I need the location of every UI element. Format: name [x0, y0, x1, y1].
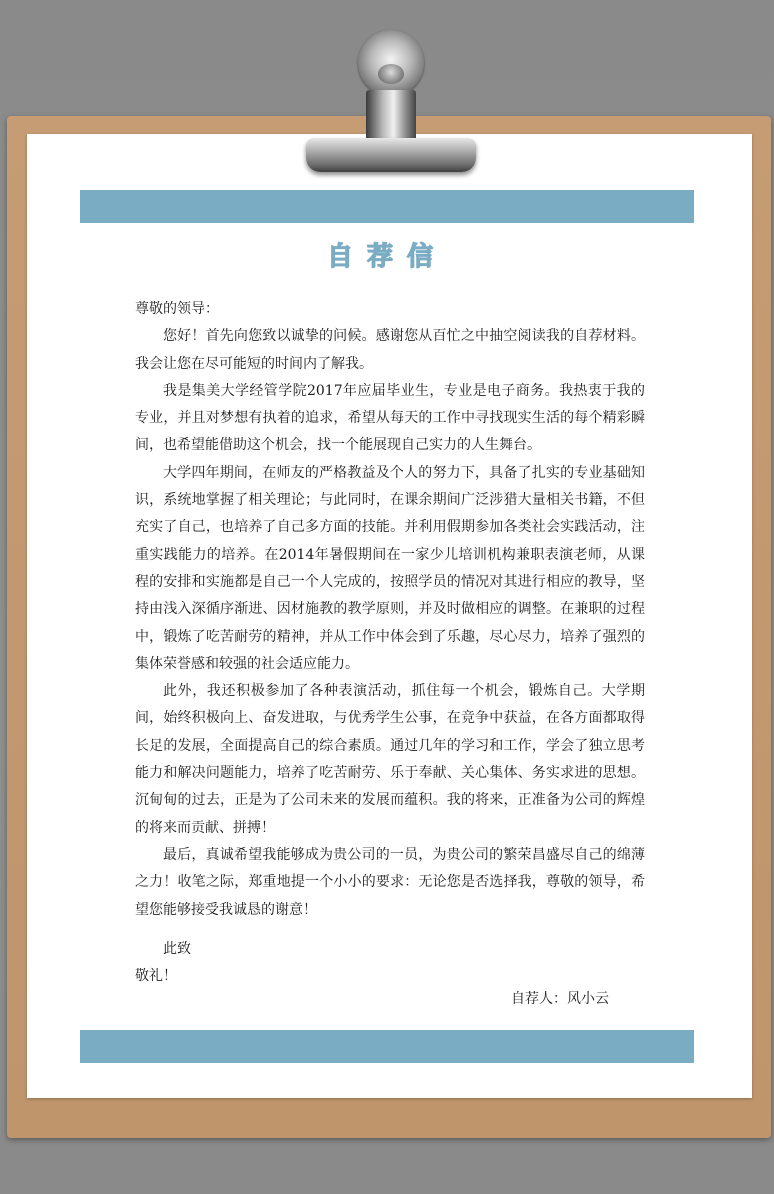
- closing-cizhi: 此致: [163, 941, 191, 957]
- paragraph-greeting: 您好！首先向您致以诚挚的问候。感谢您从百忙之中抽空阅读我的自荐材料。我会让您在尽可能短的时间内了解我。: [135, 328, 645, 372]
- page-title: 自荐信: [326, 242, 447, 272]
- paragraph-university: 大学四年期间，在师友的严格教益及个人的努力下，具备了扎实的专业基础知识，系统地掌握了相关理论；与此同时，在课余期间广泛涉猎大量相关书籍，不但充实了自己，也培养了自己多方面的技能。并利用假期参加各类社会实践活动，注重实践能力的培养。在2014年暑假期间在一家少儿培训机构兼职表演老师，从课程的安排和实施都是自己一个人完成的，按照学员的情况对其进行相应的教导，坚持由浅入深循序渐进、因材施教的教学原则，并及时做相应的调整。在兼职的过程中，锻炼了吃苦耐劳的精神，并从工作中体会到了乐趣，尽心尽力，培养了强烈的集体荣誉感和较强的社会适应能力。: [135, 464, 645, 672]
- clip-hole: [378, 64, 404, 84]
- salutation: 尊敬的领导：: [135, 301, 219, 317]
- paragraph-activities: 此外，我还积极参加了各种表演活动，抓住每一个机会，锻炼自己。大学期间，始终积极向上、奋发进取，与优秀学生公事，在竞争中获益，在各方面都取得长足的发展，全面提高自己的综合素质。通过几年的学习和工作，学会了独立思考能力和解决问题能力，培养了吃苦耐劳、乐于奉献、关心集体、务实求进的思想。沉甸甸的过去，正是为了公司未来的发展而蕴积。我的将来，正准备为公司的辉煌的将来而贡献、拼搏！: [135, 683, 645, 836]
- letter-body: [135, 296, 645, 924]
- clip-ring: [358, 30, 424, 96]
- closing-block: [135, 936, 191, 990]
- paragraph-conclusion: 最后，真诚希望我能够成为贵公司的一员，为贵公司的繁荣昌盛尽自己的绵薄之力！收笔之际，郑重地提一个小小的要求：无论您是否选择我，尊敬的领导，希望您能够接受我诚恳的谢意！: [135, 846, 645, 918]
- binder-clip-icon: [306, 30, 476, 175]
- header-band: [80, 190, 694, 223]
- closing-jingli: 敬礼！: [135, 968, 177, 984]
- footer-band: [80, 1030, 694, 1063]
- paragraph-introduction: 我是集美大学经管学院2017年应届毕业生，专业是电子商务。我热衷于我的专业，并且对梦想有执着的追求，希望从每天的工作中寻找现实生活的每个精彩瞬间，也希望能借助这个机会，找一个能展现自己实力的人生舞台。: [135, 382, 645, 454]
- signature: 自荐人：风小云: [511, 991, 609, 1007]
- clip-base: [306, 138, 476, 172]
